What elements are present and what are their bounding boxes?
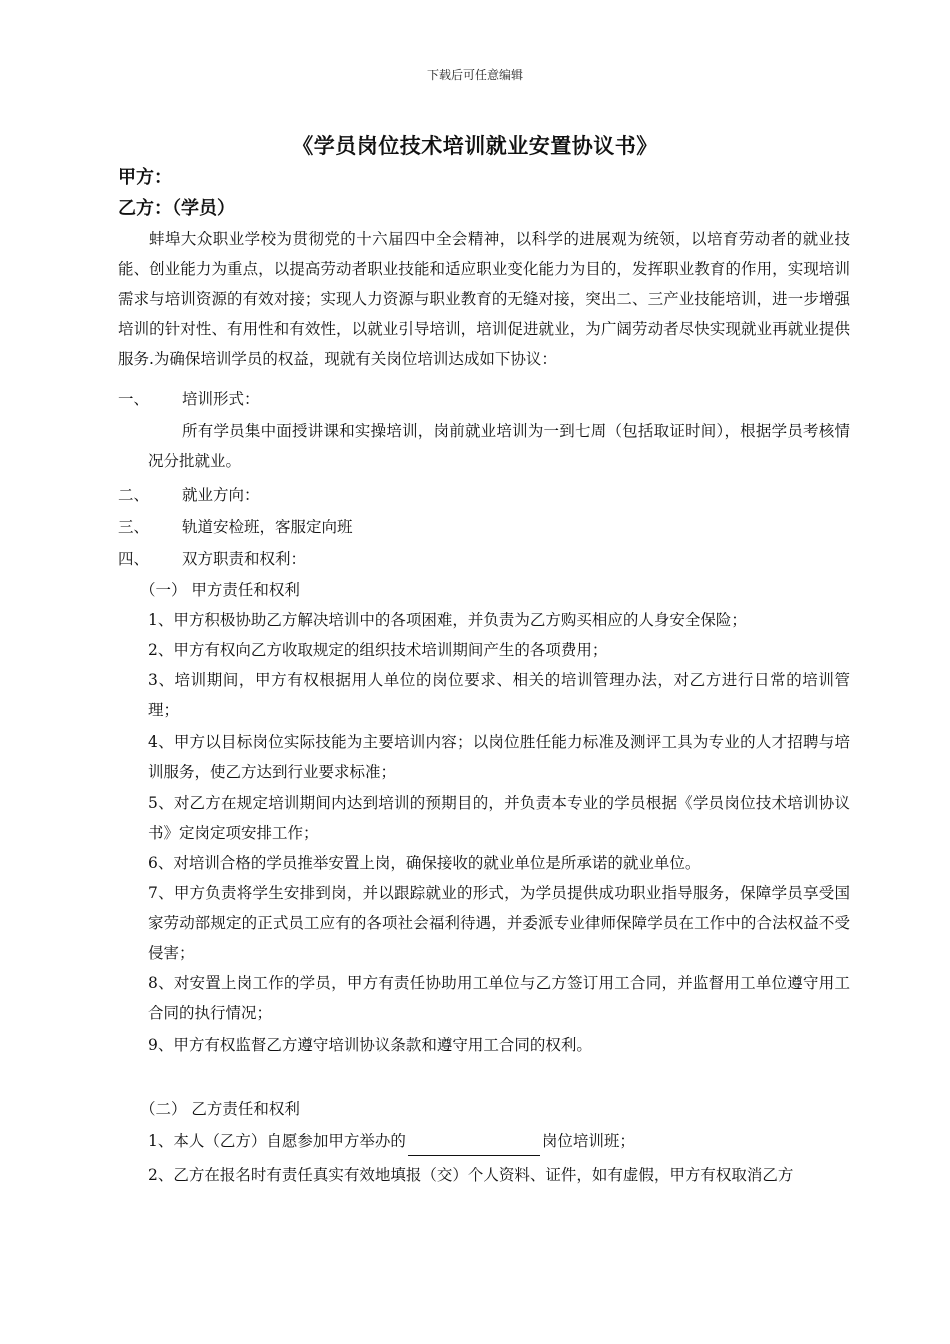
party-b-item-2: 2、乙方在报名时有责任真实有效地填报（交）个人资料、证件，如有虚假，甲方有权取消乙方	[148, 1166, 794, 1184]
party-a-item-6: 6、对培训合格的学员推举安置上岗，确保接收的就业单位是所承诺的就业单位。	[148, 854, 701, 872]
party-a-item-4: 4、甲方以目标岗位实际技能为主要培训内容；以岗位胜任能力标准及测评工具为专业的人才招聘与培训服务，使乙方达到行业要求标准；	[148, 733, 850, 781]
party-a-item-7: 7、甲方负责将学生安排到岗，并以跟踪就业的形式，为学员提供成功职业指导服务，保障学员享受国家劳动部规定的正式员工应有的各项社会福利待遇，并委派专业律师保障学员在工作中的合法权益不受侵害；	[148, 884, 850, 962]
section-3-label: 轨道安检班，客服定向班	[182, 518, 353, 536]
section-1-number: 一、	[118, 390, 150, 408]
training-form-body: 所有学员集中面授讲课和实操培训，岗前就业培训为一到七周（包括取证时间），根据学员考核情况分批就业。	[148, 422, 850, 470]
party-a-duties-heading: （一） 甲方责任和权利	[140, 581, 300, 599]
training-class-blank[interactable]	[408, 1137, 540, 1156]
section-2-number: 二、	[118, 486, 150, 504]
party-b-label: 乙方：（学员）	[118, 198, 235, 219]
party-b-item-1-text: 1、本人（乙方）自愿参加甲方举办的	[148, 1132, 406, 1150]
party-b-duties-heading: （二） 乙方责任和权利	[140, 1100, 300, 1118]
section-3-number: 三、	[118, 518, 150, 536]
party-a-item-1: 1、甲方积极协助乙方解决培训中的各项困难，并负责为乙方购买相应的人身安全保险；	[148, 611, 747, 629]
intro-paragraph: 蚌埠大众职业学校为贯彻党的十六届四中全会精神，以科学的进展观为统领，以培育劳动者的就业技能、创业能力为重点，以提高劳动者职业技能和适应职业变化能力为目的，发挥职业教育的作用，实现培训需求与培训资源的有效对接；实现人力资源与职业教育的无缝对接，突出二、三产业技能培训，进一步增强培训的针对性、有用性和有效性，以就业引导培训，培训促进就业，为广阔劳动者尽快实现就业再就业提供服务.为确保培训学员的权益，现就有关岗位培训达成如下协议：	[118, 230, 850, 368]
party-a-item-9: 9、甲方有权监督乙方遵守培训协议条款和遵守用工合同的权利。	[148, 1036, 592, 1054]
party-a-item-3: 3、培训期间，甲方有权根据用人单位的岗位要求、相关的培训管理办法，对乙方进行日常的培训管理；	[148, 671, 850, 719]
document-title: 《学员岗位技术培训就业安置协议书》	[292, 133, 658, 158]
party-a-label: 甲方：	[118, 167, 172, 188]
party-b-item-1	[148, 1126, 635, 1156]
party-a-item-5: 5、对乙方在规定培训期间内达到培训的预期目的，并负责本专业的学员根据《学员岗位技术培训协议书》定岗定项安排工作；	[148, 794, 850, 842]
section-2-label: 就业方向：	[182, 486, 260, 504]
party-a-item-2: 2、甲方有权向乙方收取规定的组织技术培训期间产生的各项费用；	[148, 641, 608, 659]
page-header: 下载后可任意编辑	[426, 68, 523, 82]
section-1-label: 培训形式：	[182, 390, 260, 408]
party-a-item-8: 8、对安置上岗工作的学员，甲方有责任协助用工单位与乙方签订用工合同，并监督用工单位遵守用工合同的执行情况；	[148, 974, 850, 1022]
section-4-number: 四、	[118, 550, 150, 568]
party-b-item-1-suffix: 岗位培训班；	[541, 1132, 635, 1150]
section-4-label: 双方职责和权利：	[182, 550, 307, 568]
